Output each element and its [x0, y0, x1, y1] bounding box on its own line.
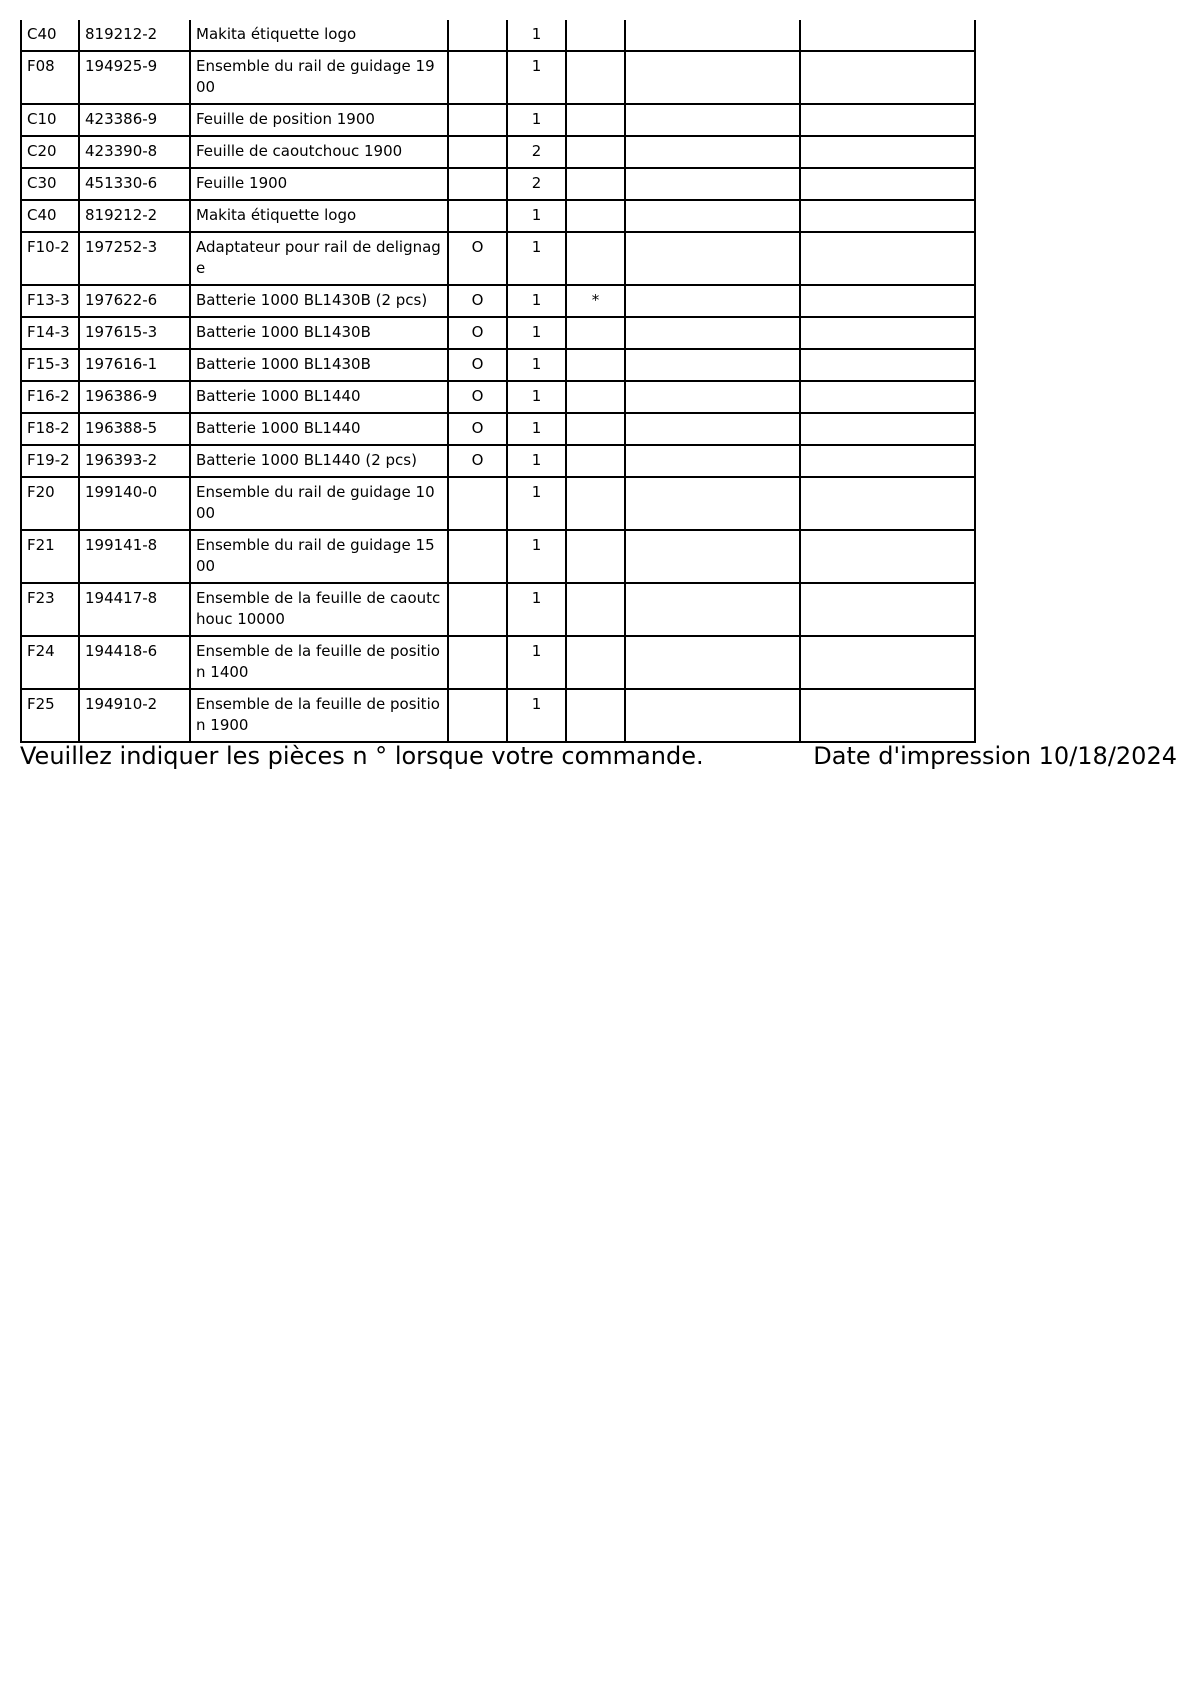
description-cell: Batterie 1000 BL1430B (2 pcs): [190, 285, 448, 317]
item-number-cell: C40: [21, 200, 79, 232]
note-cell: [566, 200, 625, 232]
table-row: [21, 285, 975, 317]
empty-cell: [800, 636, 975, 689]
empty-cell: [800, 530, 975, 583]
note-cell: [566, 636, 625, 689]
empty-cell: [625, 689, 800, 742]
empty-cell: [800, 317, 975, 349]
note-cell: [566, 136, 625, 168]
part-number-cell: 194418-6: [79, 636, 190, 689]
option-cell: O: [448, 445, 507, 477]
empty-cell: [800, 104, 975, 136]
table-row: [21, 349, 975, 381]
part-number-cell: 196393-2: [79, 445, 190, 477]
empty-cell: [800, 285, 975, 317]
table-row: [21, 445, 975, 477]
option-cell: O: [448, 349, 507, 381]
quantity-cell: 1: [507, 445, 566, 477]
table-row: [21, 104, 975, 136]
note-cell: [566, 530, 625, 583]
option-cell: [448, 636, 507, 689]
option-cell: [448, 104, 507, 136]
item-number-cell: F10-2: [21, 232, 79, 285]
quantity-cell: 2: [507, 136, 566, 168]
part-number-cell: 196386-9: [79, 381, 190, 413]
empty-cell: [625, 200, 800, 232]
empty-cell: [625, 51, 800, 104]
item-number-cell: F21: [21, 530, 79, 583]
option-cell: O: [448, 232, 507, 285]
order-instruction: Veuillez indiquer les pièces n ° lorsque votre commande.: [20, 742, 704, 770]
quantity-cell: 1: [507, 20, 566, 51]
empty-cell: [625, 530, 800, 583]
part-number-cell: 197622-6: [79, 285, 190, 317]
description-cell: Batterie 1000 BL1430B: [190, 349, 448, 381]
note-cell: *: [566, 285, 625, 317]
note-cell: [566, 20, 625, 51]
description-cell: Ensemble du rail de guidage 1000: [190, 477, 448, 530]
quantity-cell: 1: [507, 477, 566, 530]
quantity-cell: 1: [507, 583, 566, 636]
description-cell: Ensemble de la feuille de position 1900: [190, 689, 448, 742]
empty-cell: [625, 636, 800, 689]
empty-cell: [625, 136, 800, 168]
note-cell: [566, 583, 625, 636]
item-number-cell: F25: [21, 689, 79, 742]
note-cell: [566, 104, 625, 136]
description-cell: Feuille 1900: [190, 168, 448, 200]
table-row: [21, 200, 975, 232]
item-number-cell: C20: [21, 136, 79, 168]
item-number-cell: F15-3: [21, 349, 79, 381]
item-number-cell: F08: [21, 51, 79, 104]
quantity-cell: 1: [507, 530, 566, 583]
item-number-cell: F23: [21, 583, 79, 636]
quantity-cell: 1: [507, 636, 566, 689]
part-number-cell: 451330-6: [79, 168, 190, 200]
quantity-cell: 1: [507, 349, 566, 381]
description-cell: Makita étiquette logo: [190, 20, 448, 51]
description-cell: Batterie 1000 BL1440 (2 pcs): [190, 445, 448, 477]
empty-cell: [800, 136, 975, 168]
table-row: [21, 477, 975, 530]
parts-table-body: [21, 20, 975, 742]
table-row: [21, 530, 975, 583]
item-number-cell: F14-3: [21, 317, 79, 349]
quantity-cell: 1: [507, 285, 566, 317]
description-cell: Ensemble de la feuille de caoutchouc 10000: [190, 583, 448, 636]
empty-cell: [800, 689, 975, 742]
part-number-cell: 197616-1: [79, 349, 190, 381]
option-cell: O: [448, 413, 507, 445]
part-number-cell: 819212-2: [79, 20, 190, 51]
note-cell: [566, 689, 625, 742]
note-cell: [566, 381, 625, 413]
empty-cell: [800, 445, 975, 477]
quantity-cell: 2: [507, 168, 566, 200]
part-number-cell: 423390-8: [79, 136, 190, 168]
part-number-cell: 199140-0: [79, 477, 190, 530]
empty-cell: [625, 168, 800, 200]
part-number-cell: 819212-2: [79, 200, 190, 232]
note-cell: [566, 445, 625, 477]
part-number-cell: 194925-9: [79, 51, 190, 104]
quantity-cell: 1: [507, 51, 566, 104]
part-number-cell: 197252-3: [79, 232, 190, 285]
table-row: [21, 51, 975, 104]
part-number-cell: 194910-2: [79, 689, 190, 742]
note-cell: [566, 51, 625, 104]
empty-cell: [800, 51, 975, 104]
empty-cell: [625, 104, 800, 136]
description-cell: Batterie 1000 BL1440: [190, 381, 448, 413]
table-row: [21, 583, 975, 636]
empty-cell: [625, 20, 800, 51]
table-row: [21, 232, 975, 285]
part-number-cell: 423386-9: [79, 104, 190, 136]
table-row: [21, 317, 975, 349]
option-cell: [448, 51, 507, 104]
item-number-cell: F20: [21, 477, 79, 530]
note-cell: [566, 413, 625, 445]
item-number-cell: F18-2: [21, 413, 79, 445]
empty-cell: [625, 477, 800, 530]
empty-cell: [800, 583, 975, 636]
empty-cell: [800, 232, 975, 285]
empty-cell: [800, 20, 975, 51]
option-cell: [448, 200, 507, 232]
empty-cell: [625, 232, 800, 285]
print-date: Date d'impression 10/18/2024: [813, 742, 1177, 770]
description-cell: Batterie 1000 BL1440: [190, 413, 448, 445]
table-row: [21, 689, 975, 742]
empty-cell: [625, 445, 800, 477]
empty-cell: [800, 477, 975, 530]
note-cell: [566, 168, 625, 200]
description-cell: Makita étiquette logo: [190, 200, 448, 232]
quantity-cell: 1: [507, 200, 566, 232]
empty-cell: [800, 200, 975, 232]
option-cell: [448, 477, 507, 530]
quantity-cell: 1: [507, 317, 566, 349]
description-cell: Feuille de position 1900: [190, 104, 448, 136]
table-row: [21, 413, 975, 445]
item-number-cell: F19-2: [21, 445, 79, 477]
empty-cell: [800, 413, 975, 445]
quantity-cell: 1: [507, 232, 566, 285]
empty-cell: [800, 381, 975, 413]
note-cell: [566, 317, 625, 349]
empty-cell: [800, 168, 975, 200]
table-row: [21, 136, 975, 168]
empty-cell: [625, 317, 800, 349]
option-cell: [448, 583, 507, 636]
description-cell: Batterie 1000 BL1430B: [190, 317, 448, 349]
item-number-cell: C30: [21, 168, 79, 200]
table-row: [21, 20, 975, 51]
parts-table: [20, 20, 976, 743]
empty-cell: [625, 413, 800, 445]
table-row: [21, 168, 975, 200]
item-number-cell: F24: [21, 636, 79, 689]
empty-cell: [625, 285, 800, 317]
option-cell: [448, 689, 507, 742]
part-number-cell: 199141-8: [79, 530, 190, 583]
quantity-cell: 1: [507, 689, 566, 742]
description-cell: Feuille de caoutchouc 1900: [190, 136, 448, 168]
part-number-cell: 194417-8: [79, 583, 190, 636]
item-number-cell: F16-2: [21, 381, 79, 413]
note-cell: [566, 477, 625, 530]
option-cell: O: [448, 285, 507, 317]
option-cell: O: [448, 381, 507, 413]
quantity-cell: 1: [507, 381, 566, 413]
item-number-cell: C10: [21, 104, 79, 136]
description-cell: Ensemble du rail de guidage 1900: [190, 51, 448, 104]
option-cell: [448, 168, 507, 200]
quantity-cell: 1: [507, 413, 566, 445]
part-number-cell: 197615-3: [79, 317, 190, 349]
option-cell: [448, 20, 507, 51]
part-number-cell: 196388-5: [79, 413, 190, 445]
description-cell: Ensemble de la feuille de position 1400: [190, 636, 448, 689]
table-row: [21, 636, 975, 689]
empty-cell: [625, 583, 800, 636]
description-cell: Ensemble du rail de guidage 1500: [190, 530, 448, 583]
option-cell: [448, 136, 507, 168]
quantity-cell: 1: [507, 104, 566, 136]
item-number-cell: C40: [21, 20, 79, 51]
description-cell: Adaptateur pour rail de delignage: [190, 232, 448, 285]
table-row: [21, 381, 975, 413]
item-number-cell: F13-3: [21, 285, 79, 317]
empty-cell: [625, 381, 800, 413]
option-cell: [448, 530, 507, 583]
note-cell: [566, 349, 625, 381]
option-cell: O: [448, 317, 507, 349]
empty-cell: [625, 349, 800, 381]
note-cell: [566, 232, 625, 285]
empty-cell: [800, 349, 975, 381]
